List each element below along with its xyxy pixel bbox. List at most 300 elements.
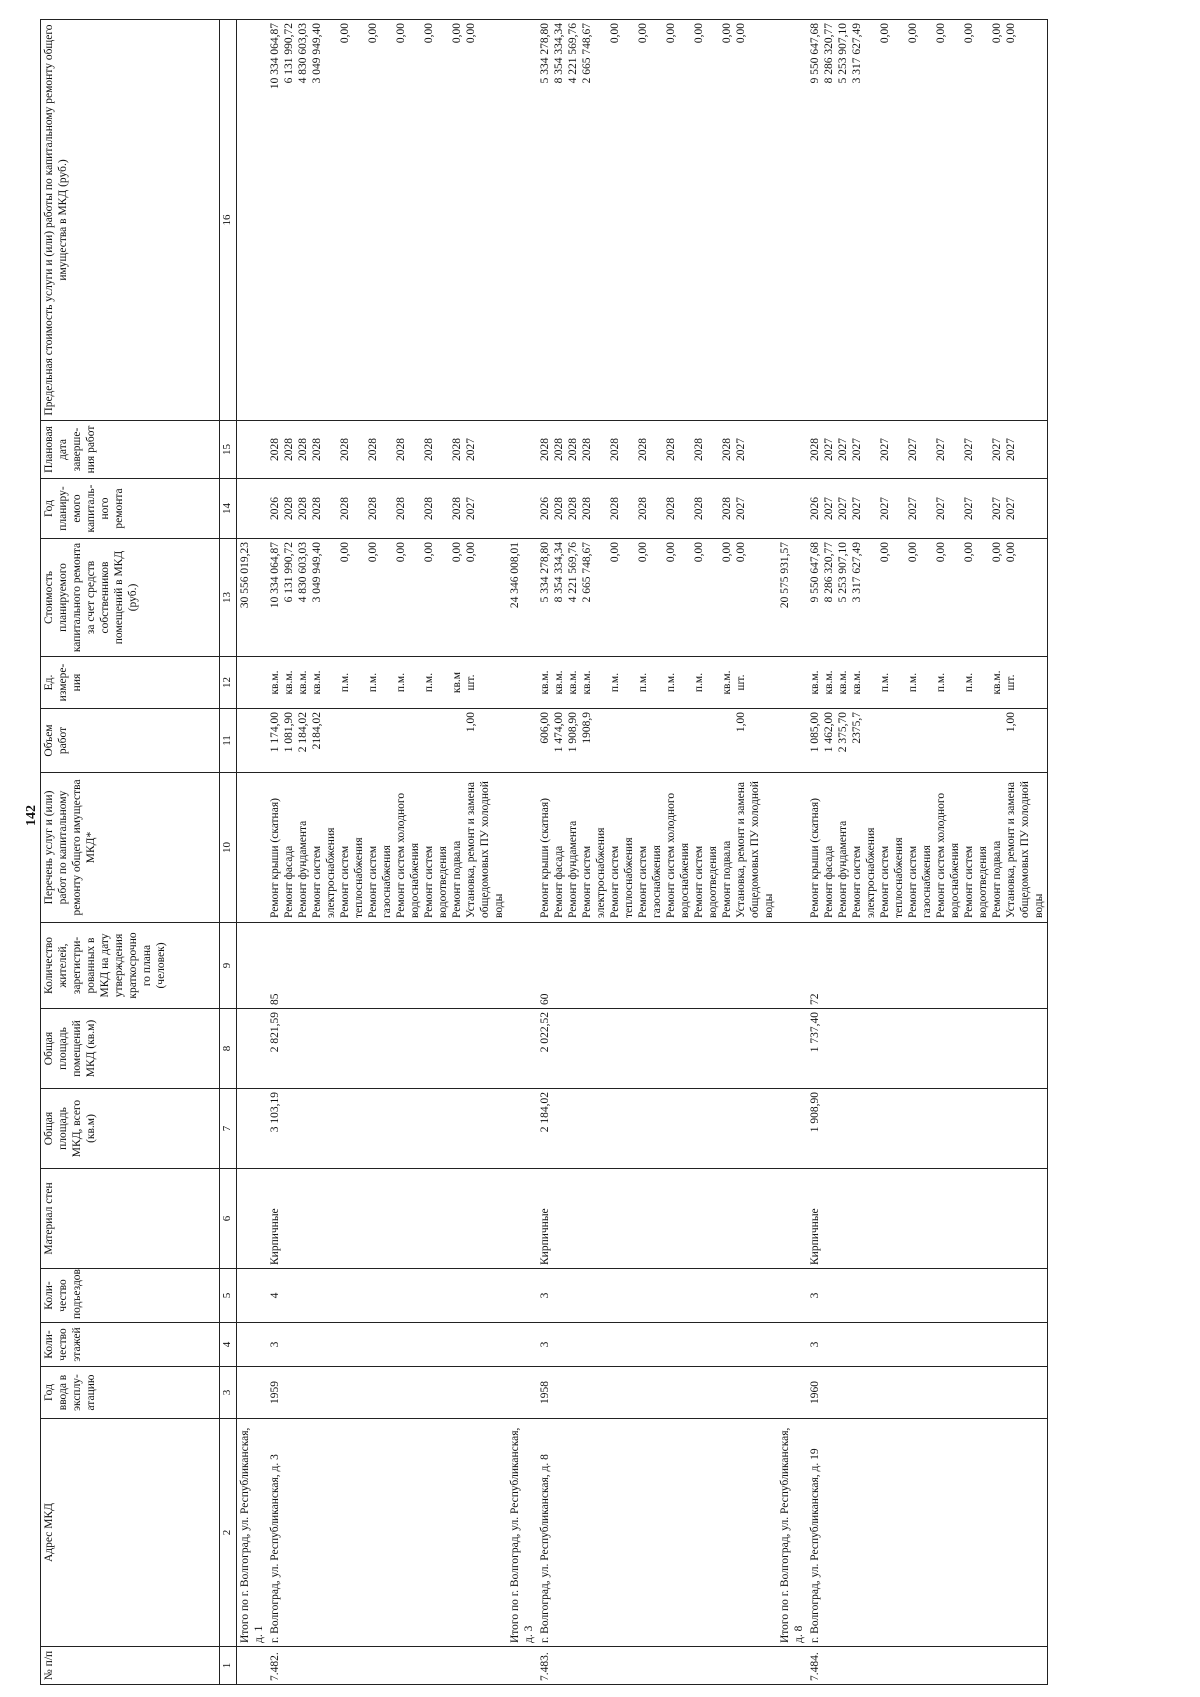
volume-value	[664, 712, 692, 769]
empty-cell	[507, 1323, 537, 1367]
work-item: Ремонт фундамента	[297, 820, 309, 918]
cost-value: 0,00	[935, 542, 947, 563]
cost-value: 0,00	[339, 542, 351, 563]
end-date: 2028	[553, 438, 565, 461]
work-item: Ремонт фундамента	[567, 820, 579, 918]
limits-cell	[267, 20, 507, 421]
end-date: 2028	[539, 438, 551, 461]
wall-material: Кирпичные	[537, 1169, 777, 1269]
empty-cell	[777, 1169, 807, 1269]
volume-value: 606,00	[539, 712, 551, 744]
work-item: Ремонт систем электроснабжения	[311, 827, 337, 918]
work-item: Ремонт подвала	[991, 840, 1003, 918]
volume-value	[934, 712, 962, 769]
column-header: Коли-чество этажей	[41, 1323, 220, 1367]
unit-value: кв.м	[451, 671, 463, 694]
cost-value: 5 334 278,80	[539, 542, 551, 603]
unit-value: кв.м.	[851, 670, 863, 695]
volume-value	[608, 712, 636, 769]
empty-cell	[777, 421, 807, 479]
plan-year: 2028	[297, 497, 309, 520]
limit-value: 0,00	[879, 23, 891, 44]
volume-value: 1 462,00	[823, 712, 835, 753]
empty-cell	[507, 421, 537, 479]
column-header: № п/п	[41, 1647, 220, 1685]
volume-value	[636, 712, 664, 769]
plan-year: 2027	[935, 497, 947, 520]
plan-year: 2027	[907, 497, 919, 520]
unit-value: шт.	[735, 674, 747, 691]
empty-cell	[507, 20, 537, 421]
plan-year: 2027	[963, 497, 975, 520]
area-total: 1 908,90	[807, 1089, 1048, 1169]
unit-value: кв.м.	[553, 670, 565, 695]
volume-value: 2375,7	[851, 712, 863, 744]
cost-value: 0,00	[367, 542, 379, 563]
cost-value: 0,00	[395, 542, 407, 563]
volume-value: 1 908,90	[567, 712, 579, 753]
work-item: Установка, ремонт и замена общедомовых ПУ холодной воды	[1005, 781, 1045, 918]
costs-cell	[537, 539, 777, 657]
end-date: 2027	[991, 438, 1003, 461]
entrances: 4	[267, 1269, 507, 1323]
end-date: 2028	[395, 438, 407, 461]
unit-value: п.м.	[907, 672, 919, 693]
plan-year: 2027	[837, 497, 849, 520]
address: г. Волгоград, ул. Республиканская, д. 19	[807, 1419, 1048, 1647]
dates_end-cell	[267, 421, 507, 479]
cost-value: 3 317 627,49	[851, 542, 863, 603]
cost-value: 0,00	[609, 542, 621, 563]
plan-year: 2028	[423, 497, 435, 520]
empty-cell	[237, 923, 268, 1009]
column-number: 1	[220, 1647, 237, 1685]
column-header: Ед. измере-ния	[41, 657, 220, 709]
total-row	[507, 20, 537, 1685]
years_plan-cell	[267, 479, 507, 539]
row-number	[777, 1647, 807, 1685]
unit-value: п.м.	[609, 672, 621, 693]
work-item: Ремонт крыши (скатная)	[269, 798, 281, 918]
work-item: Ремонт систем газоснабжения	[637, 845, 663, 918]
limit-value: 4 830 603,03	[297, 23, 309, 84]
volume-value	[394, 712, 422, 769]
area-total: 2 184,02	[537, 1089, 777, 1169]
volume-value: 1 474,00	[553, 712, 565, 753]
plan-year: 2028	[283, 497, 295, 520]
years_plan-cell	[537, 479, 777, 539]
column-number: 7	[220, 1089, 237, 1169]
cost-value: 0,00	[991, 542, 1003, 563]
total-row	[777, 20, 807, 1685]
row-number	[507, 1647, 537, 1685]
limit-value: 0,00	[1005, 23, 1017, 44]
volume-value: 1908,9	[581, 712, 593, 744]
column-number: 16	[220, 20, 237, 421]
object-row	[537, 20, 777, 1685]
end-date: 2027	[851, 438, 863, 461]
volumes-cell	[537, 709, 777, 773]
end-date: 2027	[837, 438, 849, 461]
unit-value: шт.	[465, 674, 477, 691]
row-number	[237, 1647, 268, 1685]
column-header: Материал стен	[41, 1169, 220, 1269]
empty-cell	[507, 1367, 537, 1419]
row-number: 7.483.	[537, 1647, 777, 1685]
cost-value: 4 221 569,76	[567, 542, 579, 603]
volume-value: 1 081,90	[283, 712, 295, 753]
total-row	[237, 20, 268, 1685]
plan-year: 2027	[1005, 497, 1017, 520]
limits-cell	[807, 20, 1048, 421]
plan-year: 2027	[879, 497, 891, 520]
end-date: 2028	[721, 438, 733, 461]
end-date: 2027	[465, 438, 477, 461]
column-header: Общая площадь МКД, всего (кв.м)	[41, 1089, 220, 1169]
column-header: Плановая дата заверше-ния работ	[41, 421, 220, 479]
limit-value: 0,00	[451, 23, 463, 44]
volume-value	[422, 712, 450, 769]
cost-value: 5 253 907,10	[837, 542, 849, 603]
volume-value: 2 375,70	[837, 712, 849, 753]
end-date: 2028	[665, 438, 677, 461]
unit-value: кв.м.	[823, 670, 835, 695]
cost-value: 0,00	[879, 542, 891, 563]
work-item: Ремонт систем водоотведения	[693, 845, 719, 918]
limit-value: 5 253 907,10	[837, 23, 849, 84]
cost-value: 8 354 334,34	[553, 542, 565, 603]
work-item: Ремонт систем холодного водоснабжения	[665, 792, 691, 918]
plan-year: 2028	[367, 497, 379, 520]
plan-year: 2028	[339, 497, 351, 520]
limit-value: 0,00	[991, 23, 1003, 44]
empty-cell	[237, 1269, 268, 1323]
object-row	[267, 20, 507, 1685]
unit-value: п.м.	[637, 672, 649, 693]
end-date: 2027	[1005, 438, 1017, 461]
plan-year: 2027	[465, 497, 477, 520]
column-header: Коли-чество подъездов	[41, 1269, 220, 1323]
limit-value: 5 334 278,80	[539, 23, 551, 84]
cost-value: 0,00	[1005, 542, 1017, 563]
limit-value: 0,00	[465, 23, 477, 44]
units-cell	[267, 657, 507, 709]
volume-value	[692, 712, 720, 769]
total-cost: 30 556 019,23	[237, 539, 268, 657]
empty-cell	[777, 1269, 807, 1323]
wall-material: Кирпичные	[267, 1169, 507, 1269]
dates_end-cell	[537, 421, 777, 479]
end-date: 2028	[283, 438, 295, 461]
plan-year: 2027	[851, 497, 863, 520]
column-header: Предельная стоимость услуги и (или) работы по капитальному ремонту общего имущества в МКД (руб.)	[41, 20, 220, 421]
limit-value: 0,00	[935, 23, 947, 44]
unit-value: кв.м.	[297, 670, 309, 695]
plan-year: 2028	[451, 497, 463, 520]
cost-value: 0,00	[721, 542, 733, 563]
volume-value	[450, 712, 464, 769]
column-number: 4	[220, 1323, 237, 1367]
table-body	[237, 20, 1048, 1685]
total-label: Итого по г. Волгоград, ул. Республиканская, д. 1	[237, 1419, 268, 1647]
unit-value: п.м.	[693, 672, 705, 693]
cost-value: 0,00	[637, 542, 649, 563]
limit-value: 2 665 748,67	[581, 23, 593, 84]
volume-value	[906, 712, 934, 769]
column-number: 2	[220, 1419, 237, 1647]
volume-value	[962, 712, 990, 769]
empty-cell	[777, 923, 807, 1009]
column-number: 13	[220, 539, 237, 657]
area-total: 3 103,19	[267, 1089, 507, 1169]
column-header: Количество жителей, зарегистри-рованных в МКД на дату утверждения краткосрочно го плана (человек)	[41, 923, 220, 1009]
empty-cell	[237, 421, 268, 479]
years_plan-cell	[807, 479, 1048, 539]
volume-value	[990, 712, 1004, 769]
plan-year: 2028	[581, 497, 593, 520]
volume-value	[878, 712, 906, 769]
limit-value: 0,00	[395, 23, 407, 44]
limits-cell	[537, 20, 777, 421]
limit-value: 10 334 064,87	[269, 23, 281, 90]
column-number: 11	[220, 709, 237, 773]
unit-value: кв.м.	[809, 670, 821, 695]
plan-year: 2026	[539, 497, 551, 520]
column-number: 3	[220, 1367, 237, 1419]
work-item: Ремонт подвала	[451, 840, 463, 918]
unit-value: п.м.	[963, 672, 975, 693]
plan-year: 2027	[991, 497, 1003, 520]
units-cell	[537, 657, 777, 709]
address: г. Волгоград, ул. Республиканская, д. 3	[267, 1419, 507, 1647]
column-header: Год планиру-емого капиталь-ного ремонта	[41, 479, 220, 539]
entrances: 3	[537, 1269, 777, 1323]
total-label: Итого по г. Волгоград, ул. Республиканская, д. 3	[507, 1419, 537, 1647]
end-date: 2028	[297, 438, 309, 461]
cost-value: 2 665 748,67	[581, 542, 593, 603]
work-item: Ремонт крыши (скатная)	[809, 798, 821, 918]
empty-cell	[507, 1009, 537, 1089]
works-cell	[537, 773, 777, 923]
column-number: 10	[220, 773, 237, 923]
empty-cell	[777, 479, 807, 539]
plan-year: 2028	[567, 497, 579, 520]
work-item: Ремонт систем теплоснабжения	[339, 837, 365, 918]
cost-value: 4 830 603,03	[297, 542, 309, 603]
volume-value: 1 085,00	[809, 712, 821, 753]
empty-cell	[237, 773, 268, 923]
address: г. Волгоград, ул. Республиканская, д. 8	[537, 1419, 777, 1647]
works-cell	[267, 773, 507, 923]
limit-value: 0,00	[693, 23, 705, 44]
volume-value	[338, 712, 366, 769]
empty-cell	[237, 1323, 268, 1367]
plan-year: 2028	[665, 497, 677, 520]
limit-value: 0,00	[963, 23, 975, 44]
floors: 3	[267, 1323, 507, 1367]
work-item: Ремонт систем электроснабжения	[851, 827, 877, 918]
column-number: 6	[220, 1169, 237, 1269]
end-date: 2027	[879, 438, 891, 461]
limit-value: 0,00	[609, 23, 621, 44]
limit-value: 0,00	[637, 23, 649, 44]
units-cell	[807, 657, 1048, 709]
column-number: 5	[220, 1269, 237, 1323]
commission-year: 1959	[267, 1367, 507, 1419]
empty-cell	[777, 1323, 807, 1367]
works-cell	[807, 773, 1048, 923]
column-number: 9	[220, 923, 237, 1009]
empty-cell	[777, 709, 807, 773]
volume-value: 1 174,00	[269, 712, 281, 753]
plan-year: 2028	[609, 497, 621, 520]
end-date: 2028	[423, 438, 435, 461]
work-item: Ремонт систем холодного водоснабжения	[935, 792, 961, 918]
cost-value: 0,00	[907, 542, 919, 563]
volume-value: 1,00	[1005, 712, 1017, 733]
empty-cell	[507, 1269, 537, 1323]
unit-value: п.м.	[395, 672, 407, 693]
empty-cell	[507, 657, 537, 709]
empty-cell	[777, 1367, 807, 1419]
total-cost: 20 575 931,57	[777, 539, 807, 657]
plan-year: 2028	[553, 497, 565, 520]
empty-cell	[237, 1089, 268, 1169]
work-item: Установка, ремонт и замена общедомовых ПУ холодной воды	[465, 781, 505, 918]
volumes-cell	[267, 709, 507, 773]
floors: 3	[807, 1323, 1048, 1367]
column-number: 15	[220, 421, 237, 479]
cost-value: 0,00	[451, 542, 463, 563]
unit-value: кв.м.	[991, 670, 1003, 695]
unit-value: кв.м.	[311, 670, 323, 695]
cost-value: 3 049 949,40	[311, 542, 323, 603]
plan-year: 2027	[735, 497, 747, 520]
work-item: Ремонт крыши (скатная)	[539, 798, 551, 918]
end-date: 2028	[609, 438, 621, 461]
column-header: Объем работ	[41, 709, 220, 773]
work-item: Ремонт систем теплоснабжения	[879, 837, 905, 918]
empty-cell	[237, 657, 268, 709]
limit-value: 4 221 569,76	[567, 23, 579, 84]
plan-year: 2026	[809, 497, 821, 520]
column-header: Перечень услуг и (или) работ по капитальному ремонту общего имущества МКД*	[41, 773, 220, 923]
cost-value: 6 131 990,72	[283, 542, 295, 603]
unit-value: п.м.	[367, 672, 379, 693]
unit-value: п.м.	[665, 672, 677, 693]
work-item: Ремонт систем холодного водоснабжения	[395, 792, 421, 918]
column-header: Стоимость планируемого капитального ремонта за счет средств собственников помещений в МКД (руб.)	[41, 539, 220, 657]
end-date: 2028	[693, 438, 705, 461]
empty-cell	[777, 1089, 807, 1169]
cost-value: 0,00	[665, 542, 677, 563]
limit-value: 0,00	[735, 23, 747, 44]
cost-value: 0,00	[963, 542, 975, 563]
cost-value: 0,00	[465, 542, 477, 563]
total-label: Итого по г. Волгоград, ул. Республиканская, д. 8	[777, 1419, 807, 1647]
volume-value	[366, 712, 394, 769]
empty-cell	[237, 479, 268, 539]
unit-value: кв.м.	[581, 670, 593, 695]
costs-cell	[267, 539, 507, 657]
costs-cell	[807, 539, 1048, 657]
area-rooms: 1 737,40	[807, 1009, 1048, 1089]
cost-value: 9 550 647,68	[809, 542, 821, 603]
header-row	[41, 20, 220, 1685]
area-rooms: 2 821,59	[267, 1009, 507, 1089]
end-date: 2027	[735, 438, 747, 461]
volume-value: 2 184,02	[297, 712, 309, 753]
limit-value: 9 550 647,68	[809, 23, 821, 84]
empty-cell	[507, 709, 537, 773]
unit-value: п.м.	[339, 672, 351, 693]
volume-value: 1,00	[735, 712, 747, 733]
end-date: 2028	[567, 438, 579, 461]
column-number: 8	[220, 1009, 237, 1089]
end-date: 2027	[823, 438, 835, 461]
plan-year: 2028	[721, 497, 733, 520]
plan-year: 2028	[311, 497, 323, 520]
work-item: Ремонт систем водоотведения	[423, 845, 449, 918]
empty-cell	[777, 657, 807, 709]
residents: 60	[537, 923, 777, 1009]
plan-year: 2028	[693, 497, 705, 520]
floors: 3	[537, 1323, 777, 1367]
column-number-row	[220, 20, 237, 1685]
limit-value: 0,00	[665, 23, 677, 44]
cost-value: 0,00	[423, 542, 435, 563]
limit-value: 0,00	[339, 23, 351, 44]
unit-value: шт.	[1005, 674, 1017, 691]
empty-cell	[777, 1009, 807, 1089]
plan-year: 2028	[637, 497, 649, 520]
commission-year: 1960	[807, 1367, 1048, 1419]
unit-value: кв.м.	[567, 670, 579, 695]
empty-cell	[507, 773, 537, 923]
unit-value: кв.м.	[837, 670, 849, 695]
work-item: Установка, ремонт и замена общедомовых ПУ холодной воды	[735, 781, 775, 918]
cost-value: 0,00	[735, 542, 747, 563]
work-item: Ремонт систем водоотведения	[963, 845, 989, 918]
empty-cell	[507, 1089, 537, 1169]
rotated-document	[40, 20, 1170, 1685]
cost-value: 0,00	[693, 542, 705, 563]
empty-cell	[237, 1009, 268, 1089]
cost-value: 10 334 064,87	[269, 542, 281, 609]
column-number: 12	[220, 657, 237, 709]
work-item: Ремонт фасада	[283, 845, 295, 918]
empty-cell	[237, 709, 268, 773]
unit-value: кв.м.	[283, 670, 295, 695]
empty-cell	[507, 1169, 537, 1269]
limit-value: 0,00	[423, 23, 435, 44]
limit-value: 3 317 627,49	[851, 23, 863, 84]
plan-year: 2028	[395, 497, 407, 520]
plan-year: 2026	[269, 497, 281, 520]
limit-value: 8 354 334,34	[553, 23, 565, 84]
object-row	[807, 20, 1048, 1685]
unit-value: п.м.	[879, 672, 891, 693]
residents: 85	[267, 923, 507, 1009]
commission-year: 1958	[537, 1367, 777, 1419]
column-number: 14	[220, 479, 237, 539]
end-date: 2028	[637, 438, 649, 461]
volumes-cell	[807, 709, 1048, 773]
end-date: 2028	[269, 438, 281, 461]
row-number: 7.482.	[267, 1647, 507, 1685]
work-item: Ремонт систем газоснабжения	[367, 845, 393, 918]
volume-value: 1,00	[465, 712, 477, 733]
